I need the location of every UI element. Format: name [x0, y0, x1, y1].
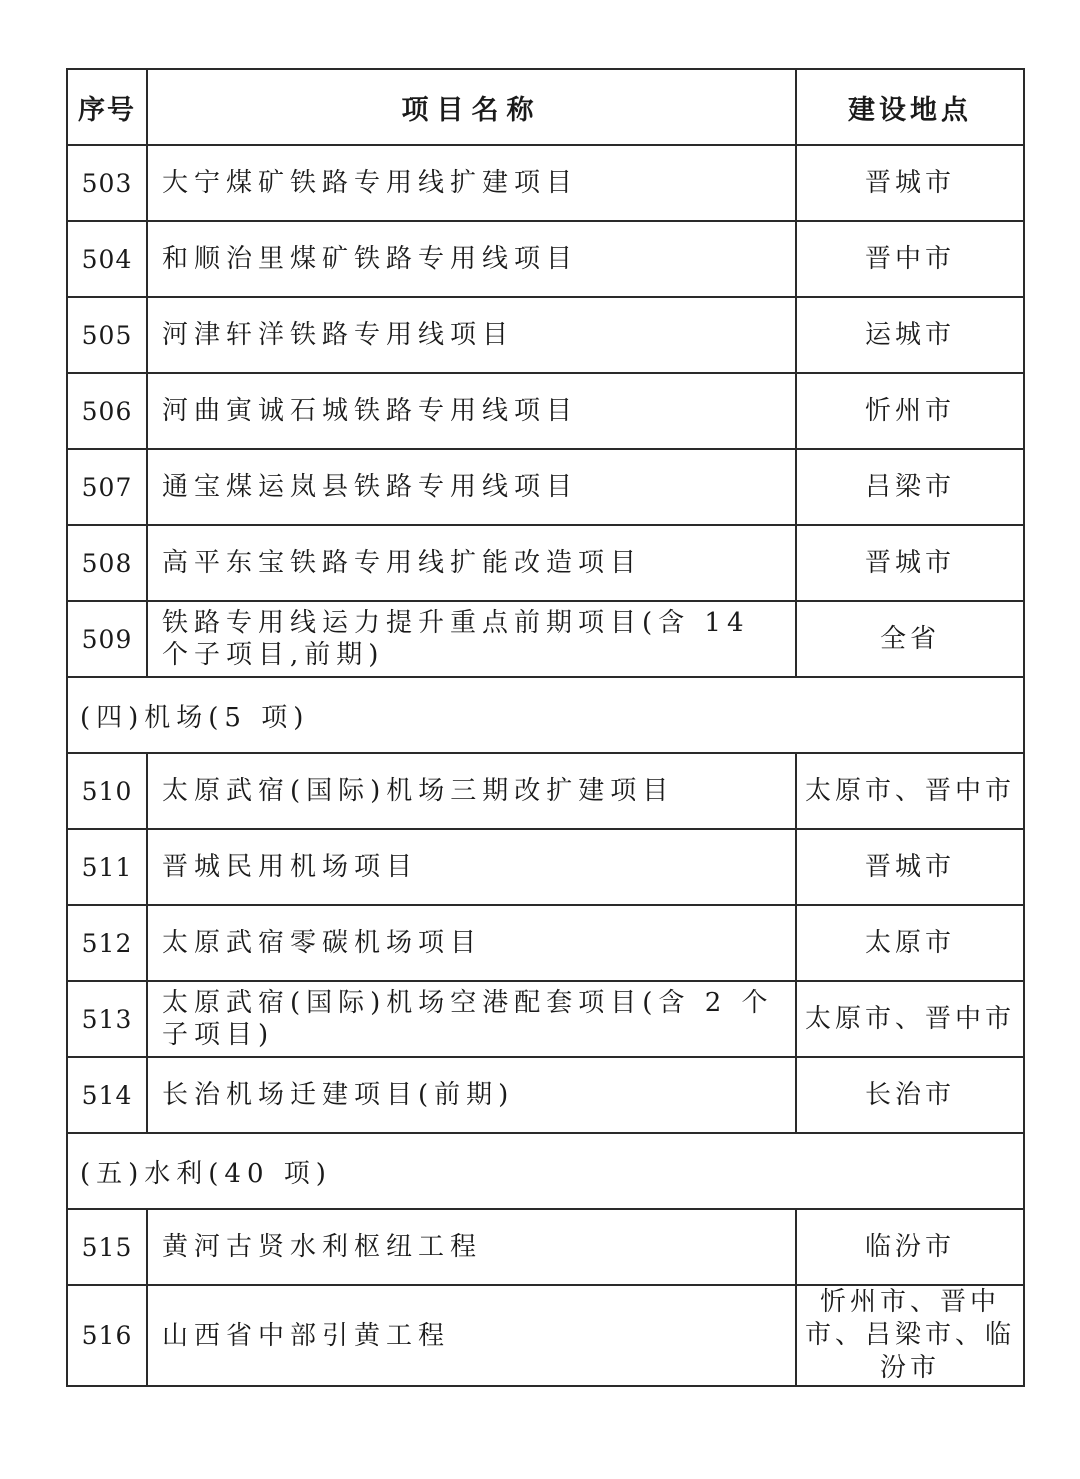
section-row-water	[67, 1133, 1024, 1209]
row-location: 太原市	[796, 905, 1024, 981]
row-no: 507	[67, 449, 147, 525]
project-table	[66, 68, 1025, 1387]
section-title-airport: (四)机场(5 项)	[67, 677, 1024, 753]
table-row	[67, 829, 1024, 905]
row-name: 晋城民用机场项目	[147, 829, 796, 905]
row-name: 山西省中部引黄工程	[147, 1285, 796, 1386]
row-name: 高平东宝铁路专用线扩能改造项目	[147, 525, 796, 601]
row-location: 吕梁市	[796, 449, 1024, 525]
row-location: 晋城市	[796, 829, 1024, 905]
table-header-row	[67, 69, 1024, 145]
row-location: 太原市、晋中市	[796, 753, 1024, 829]
row-name: 通宝煤运岚县铁路专用线项目	[147, 449, 796, 525]
row-name: 河曲寅诚石城铁路专用线项目	[147, 373, 796, 449]
row-no: 511	[67, 829, 147, 905]
section-row-airport	[67, 677, 1024, 753]
row-no: 506	[67, 373, 147, 449]
row-name: 河津轩洋铁路专用线项目	[147, 297, 796, 373]
row-no: 512	[67, 905, 147, 981]
row-name: 和顺治里煤矿铁路专用线项目	[147, 221, 796, 297]
table-row	[67, 221, 1024, 297]
row-location: 长治市	[796, 1057, 1024, 1133]
row-location: 忻州市、晋中市、吕梁市、临汾市	[796, 1285, 1024, 1386]
table-row	[67, 905, 1024, 981]
table-row	[67, 753, 1024, 829]
row-location: 晋城市	[796, 145, 1024, 221]
row-name: 铁路专用线运力提升重点前期项目(含 14 个子项目,前期)	[147, 601, 796, 677]
row-name: 大宁煤矿铁路专用线扩建项目	[147, 145, 796, 221]
row-location: 运城市	[796, 297, 1024, 373]
row-location: 临汾市	[796, 1209, 1024, 1285]
row-location: 晋中市	[796, 221, 1024, 297]
header-name: 项目名称	[147, 69, 796, 145]
table-row	[67, 145, 1024, 221]
row-no: 505	[67, 297, 147, 373]
row-name: 太原武宿零碳机场项目	[147, 905, 796, 981]
row-no: 514	[67, 1057, 147, 1133]
table-row	[67, 1209, 1024, 1285]
row-location: 太原市、晋中市	[796, 981, 1024, 1057]
table-row	[67, 601, 1024, 677]
row-name: 太原武宿(国际)机场空港配套项目(含 2 个子项目)	[147, 981, 796, 1057]
row-name: 长治机场迁建项目(前期)	[147, 1057, 796, 1133]
table-row	[67, 981, 1024, 1057]
row-name: 黄河古贤水利枢纽工程	[147, 1209, 796, 1285]
row-no: 513	[67, 981, 147, 1057]
row-no: 503	[67, 145, 147, 221]
table-row	[67, 297, 1024, 373]
row-location: 忻州市	[796, 373, 1024, 449]
header-no: 序号	[67, 69, 147, 145]
row-location: 全省	[796, 601, 1024, 677]
row-no: 504	[67, 221, 147, 297]
row-no: 510	[67, 753, 147, 829]
table-row	[67, 373, 1024, 449]
table-row	[67, 525, 1024, 601]
row-name: 太原武宿(国际)机场三期改扩建项目	[147, 753, 796, 829]
row-no: 509	[67, 601, 147, 677]
row-location: 晋城市	[796, 525, 1024, 601]
row-no: 516	[67, 1285, 147, 1386]
table-row	[67, 1057, 1024, 1133]
header-location: 建设地点	[796, 69, 1024, 145]
row-no: 515	[67, 1209, 147, 1285]
section-title-water: (五)水利(40 项)	[67, 1133, 1024, 1209]
table-row	[67, 1285, 1024, 1386]
table-row	[67, 449, 1024, 525]
row-no: 508	[67, 525, 147, 601]
